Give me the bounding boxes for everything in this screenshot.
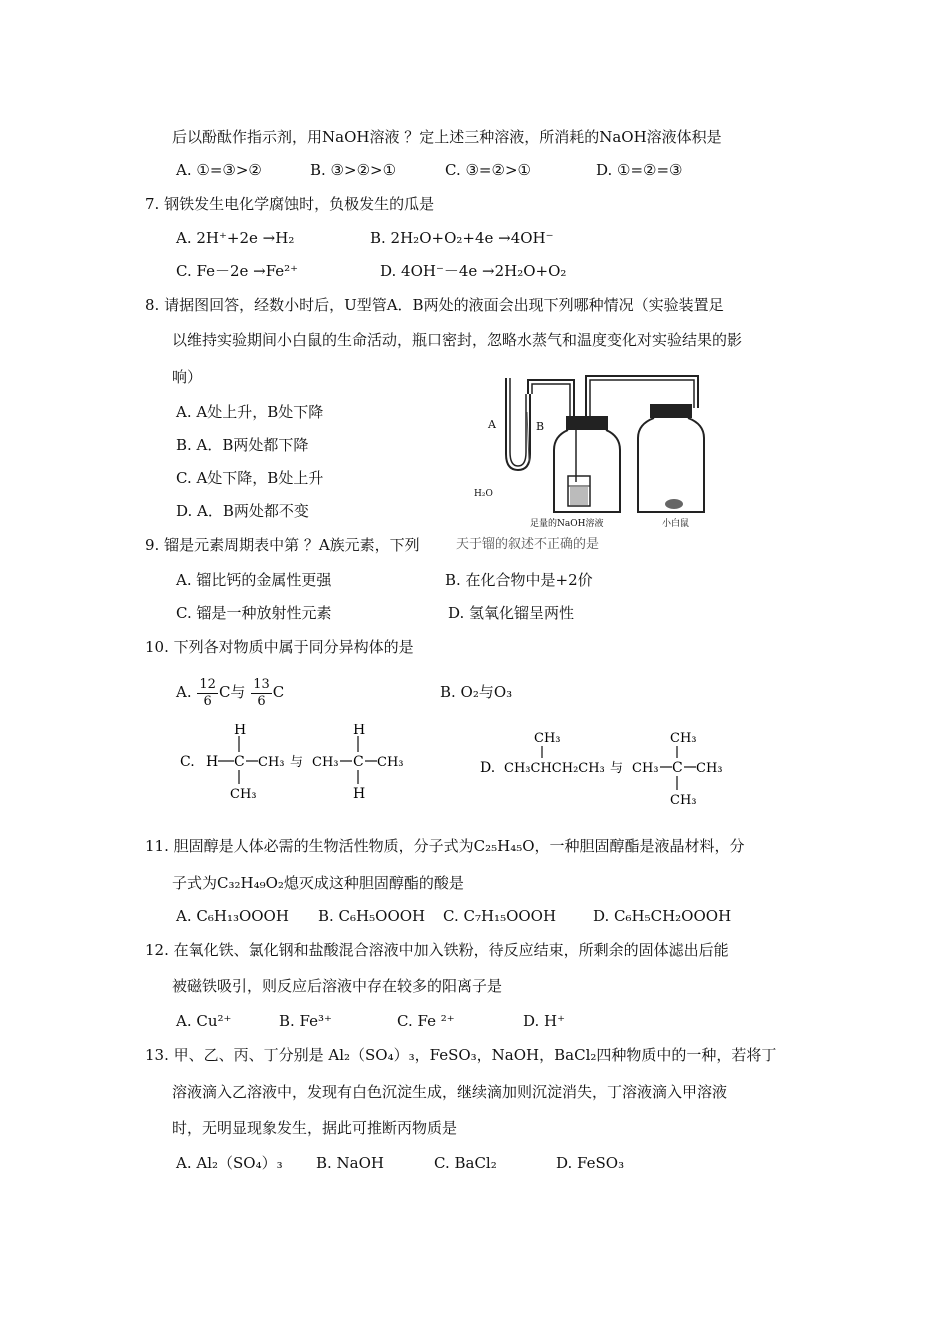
atomic-number: 6 xyxy=(257,693,266,709)
q9-stem: 9. 镏是元素周期表中第 ？A族元素，下列 xyxy=(145,536,420,554)
group-ch3: CH₃ xyxy=(534,731,561,746)
group-ch3: CH₃ xyxy=(377,755,404,770)
q12-option-d: D. H⁺ xyxy=(523,1012,566,1030)
group-chain: CH₃CHCH₂CH₃ xyxy=(504,761,605,776)
apparatus-label-water: H₂O xyxy=(474,489,493,499)
q11-option-a: A. C₆H₁₃OOOH xyxy=(176,907,289,925)
apparatus-label-b: B xyxy=(536,420,545,433)
conjunction: 与 xyxy=(230,683,246,701)
q10-option-a-label: A. xyxy=(176,683,192,701)
q6-option-b: B. ③>②>① xyxy=(310,161,397,179)
q7-option-c: C. Fe－2e →Fe²⁺ xyxy=(176,262,299,280)
q10-option-c-structures xyxy=(180,724,420,804)
q8-option-b: B. A．B两处都下降 xyxy=(176,436,309,454)
q10-option-d-label: D. xyxy=(480,760,496,776)
q9-option-d: D. 氢氧化镏呈两性 xyxy=(448,604,575,622)
conjunction: 与 xyxy=(610,761,624,776)
q11-stem-line1: 11. 胆固醇是人体必需的生物活性物质，分子式为C₂₅H₄₅O，一种胆固醇酯是液晶材料，分 xyxy=(145,837,745,855)
q10-option-a xyxy=(176,672,284,712)
q10-option-d-structures xyxy=(480,728,740,808)
q9-stem-tail: 天于镏的叙述不正确的是 xyxy=(456,537,600,552)
q12-stem-line2: 被磁铁吸引，则反应后溶液中存在较多的阳离子是 xyxy=(172,977,503,995)
q13-stem-line1: 13. 甲、乙、丙、丁分别是 Al₂（SO₄）₃，FeSO₃，NaOH，BaCl₂四种物质中的一种，若将丁 xyxy=(145,1046,777,1064)
q6-option-c: C. ③=②>① xyxy=(445,161,531,179)
q6-stem-tail: 后以酚酞作指示剂，用NaOH溶液 ？定上述三种溶液，所消耗的NaOH溶液体积是 xyxy=(172,128,722,146)
atom-h: H xyxy=(353,724,366,738)
mass-number: 13 xyxy=(253,676,270,692)
q12-stem-line1: 12. 在氧化铁、氯化钢和盐酸混合溶液中加入铁粉，待反应结束，所剩余的固体滤出后能 xyxy=(145,941,729,959)
isotope-13c xyxy=(251,677,272,710)
mass-number: 12 xyxy=(199,676,216,692)
q7-option-d: D. 4OH⁻－4e →2H₂O+O₂ xyxy=(380,262,567,280)
q6-option-a: A. ①=③>② xyxy=(176,161,262,179)
group-ch3: CH₃ xyxy=(670,793,697,808)
group-ch3: CH₃ xyxy=(312,755,339,770)
group-ch3: CH₃ xyxy=(670,731,697,746)
q8-stem-line3: 响） xyxy=(172,368,203,386)
q12-option-b: B. Fe³⁺ xyxy=(279,1012,332,1030)
q13-option-c: C. BaCl₂ xyxy=(434,1154,497,1172)
q13-option-b: B. NaOH xyxy=(316,1154,385,1172)
group-ch3: CH₃ xyxy=(258,755,285,770)
element-symbol: C xyxy=(272,683,285,701)
apparatus-label-mouse: 小白鼠 xyxy=(662,519,690,529)
apparatus-figure xyxy=(470,372,730,532)
q11-option-d: D. C₆H₅CH₂OOOH xyxy=(593,907,732,925)
q12-option-c: C. Fe ²⁺ xyxy=(397,1012,455,1030)
q7-stem: 7. 钢铁发生电化学腐蚀时，负极发生的瓜是 xyxy=(145,195,435,213)
q10-stem: 10. 下列各对物质中属于同分异构体的是 xyxy=(145,638,414,656)
q11-option-c: C. C₇H₁₅OOOH xyxy=(443,907,557,925)
q12-option-a: A. Cu²⁺ xyxy=(176,1012,232,1030)
apparatus-label-a: A xyxy=(488,418,496,431)
element-symbol: C xyxy=(218,683,231,701)
q13-stem-line3: 时，无明显现象发生，据此可推断丙物质是 xyxy=(172,1119,458,1137)
q9-option-b: B. 在化合物中是+2价 xyxy=(445,571,593,589)
q8-stem-line1: 8. 请据图回答，经数小时后，U型管A．B两处的液面会出现下列哪种情况（实验装置足 xyxy=(145,296,724,314)
q8-stem-line2: 以维持实验期间小白鼠的生命活动，瓶口密封，忽略水蒸气和温度变化对实验结果的影 xyxy=(172,331,743,349)
conjunction: 与 xyxy=(290,755,304,770)
q13-option-d: D. FeSO₃ xyxy=(556,1154,625,1172)
q11-stem-line2: 子式为C₃₂H₄₉O₂熄灭成这种胆固醇酯的酸是 xyxy=(172,874,464,892)
apparatus-label-naoh: 足量的NaOH溶液 xyxy=(530,519,604,529)
atomic-number: 6 xyxy=(203,693,212,709)
atom-c: C xyxy=(672,760,683,776)
atom-c: C xyxy=(234,754,245,770)
q8-option-c: C. A处下降，B处上升 xyxy=(176,469,324,487)
q11-option-b: B. C₆H₅OOOH xyxy=(318,907,426,925)
group-ch3: CH₃ xyxy=(632,761,659,776)
q8-option-a: A. A处上升，B处下降 xyxy=(176,403,324,421)
atom-h: H xyxy=(353,786,366,802)
atom-c: C xyxy=(353,754,364,770)
q13-option-a: A. Al₂（SO₄）₃ xyxy=(176,1154,283,1172)
group-ch3: CH₃ xyxy=(230,787,257,802)
q7-option-a: A. 2H⁺+2e →H₂ xyxy=(176,229,295,247)
q10-option-b: B. O₂与O₃ xyxy=(440,683,513,701)
atom-h: H xyxy=(206,754,219,770)
atom-h: H xyxy=(234,724,247,738)
q6-option-d: D. ①=②=③ xyxy=(596,161,683,179)
q7-option-b: B. 2H₂O+O₂+4e →4OH⁻ xyxy=(370,229,554,247)
q13-stem-line2: 溶液滴入乙溶液中，发现有白色沉淀生成，继续滴加则沉淀消失，丁溶液滴入甲溶液 xyxy=(172,1083,728,1101)
group-ch3: CH₃ xyxy=(696,761,723,776)
isotope-12c xyxy=(197,677,218,710)
q9-option-c: C. 镏是一种放射性元素 xyxy=(176,604,332,622)
q9-option-a: A. 镏比钙的金属性更强 xyxy=(176,571,332,589)
q8-option-d: D. A．B两处都不变 xyxy=(176,502,309,520)
q10-option-c-label: C. xyxy=(180,754,195,770)
